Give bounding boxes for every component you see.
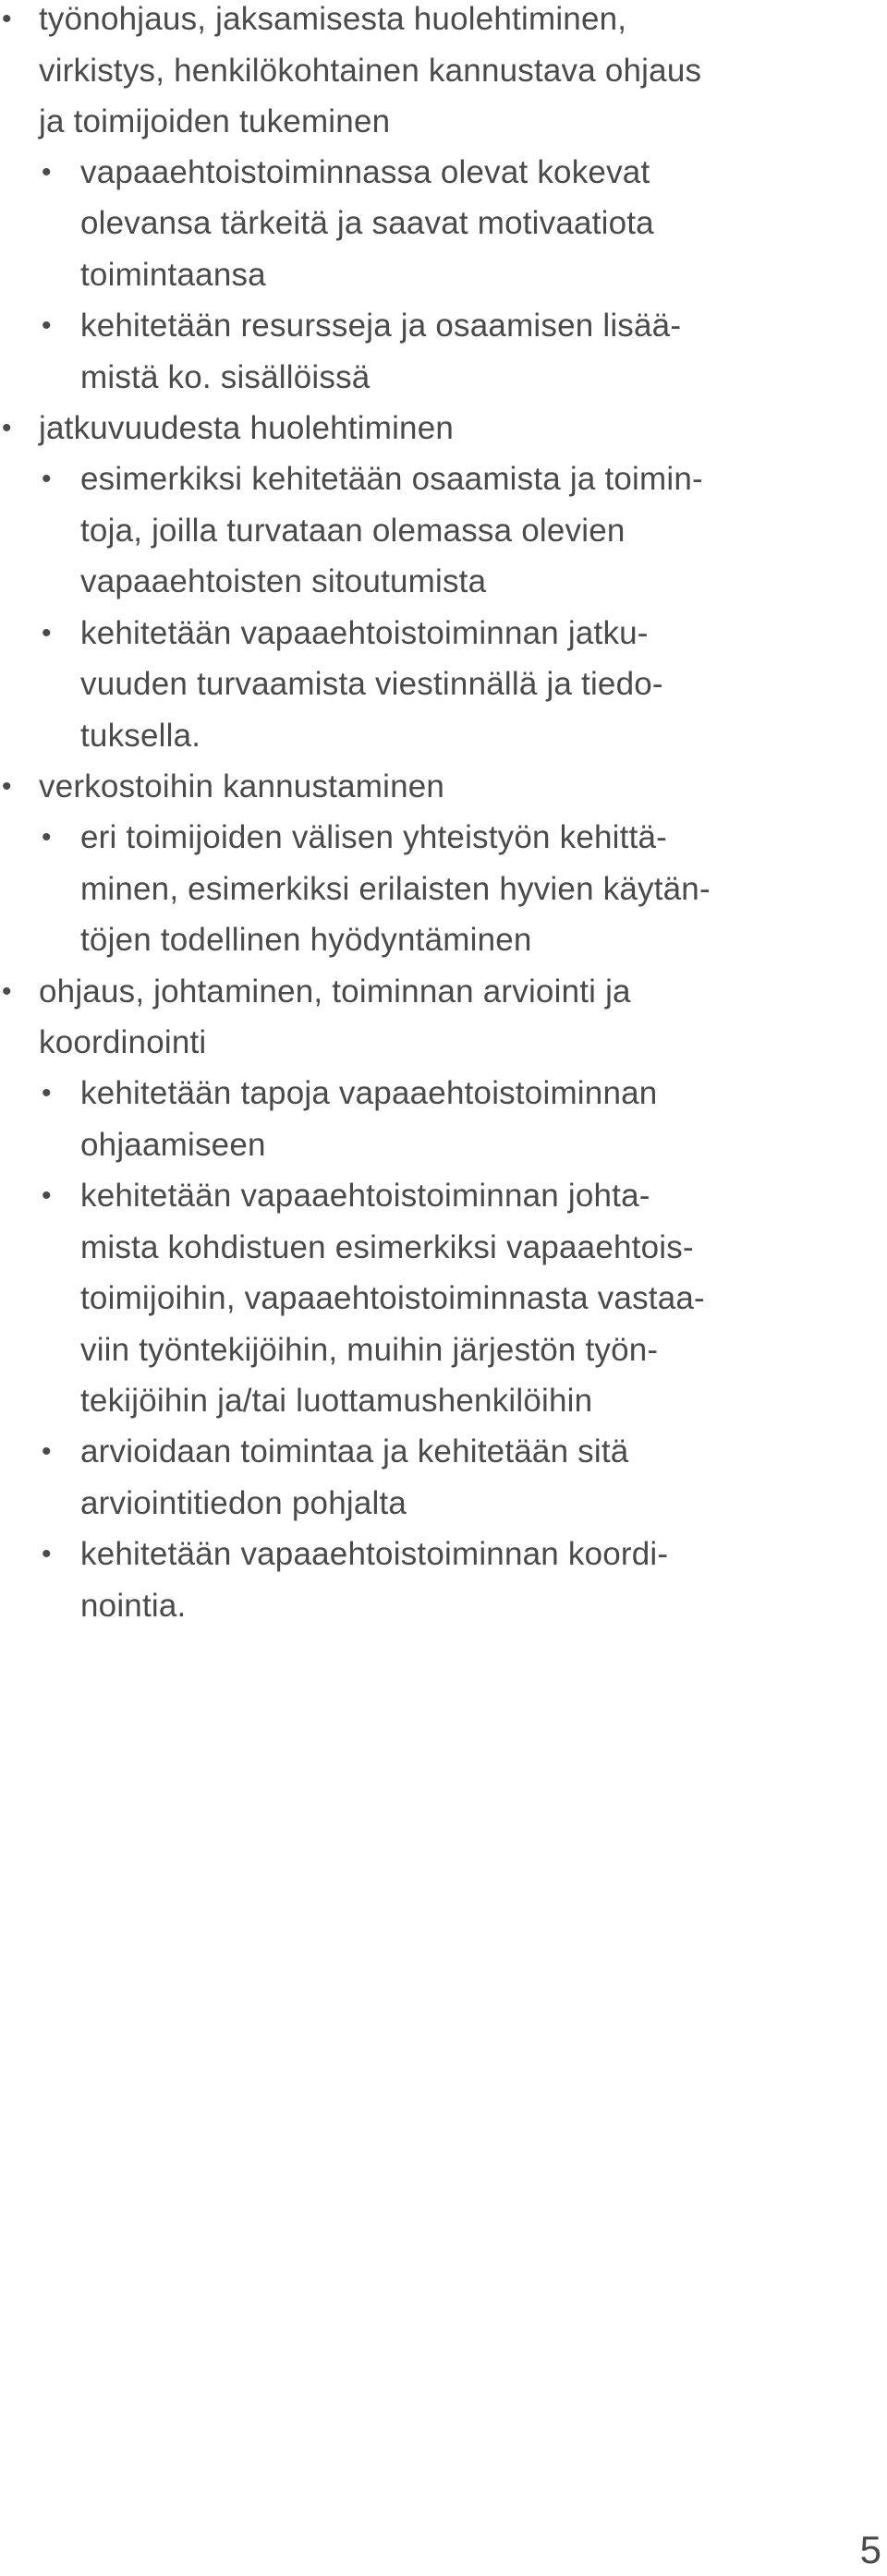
list-item-text: esimerkiksi kehitetään osaamista ja toimin- xyxy=(80,461,703,497)
list-item-text: työnohjaus, jaksamisesta huolehtiminen, xyxy=(39,1,627,37)
bullet-marker: • xyxy=(2,976,12,1007)
list-item-text: minen, esimerkiksi erilaisten hyvien käytän- xyxy=(80,871,711,907)
bullet-marker: • xyxy=(2,771,12,802)
list-item-text: tuksella. xyxy=(80,718,201,754)
list-item-text: nointia. xyxy=(80,1588,187,1624)
bullet-marker: • xyxy=(42,157,52,187)
list-item-text: ja toimijoiden tukeminen xyxy=(39,103,391,139)
list-item-text: arviointitiedon pohjalta xyxy=(80,1485,407,1521)
list-item-text: töjen todellinen hyödyntäminen xyxy=(80,922,532,958)
list-item-text: viin työntekijöihin, muihin järjestön työn- xyxy=(80,1332,659,1368)
bullet-marker: • xyxy=(42,1180,52,1211)
page-number: 5 xyxy=(859,2528,881,2571)
bullet-marker: • xyxy=(42,822,52,853)
list-item-text: mista kohdistuen esimerkiksi vapaaehtois- xyxy=(80,1229,694,1265)
bullet-marker: • xyxy=(42,1078,52,1108)
list-item-text: tekijöihin ja/tai luottamushenkilöihin xyxy=(80,1383,593,1419)
list-item-text: kehitetään vapaaehtoistoiminnan johta- xyxy=(80,1178,650,1214)
list-item-text: ohjaamiseen xyxy=(80,1127,266,1163)
list-item-text: kehitetään vapaaehtoistoiminnan jatku- xyxy=(80,615,649,651)
bullet-marker: • xyxy=(42,1436,52,1467)
list-item-text: vuuden turvaamista viestinnällä ja tiedo- xyxy=(80,666,663,702)
list-item-text: verkostoihin kannustaminen xyxy=(39,768,445,804)
list-item-text: vapaaehtoisten sitoutumista xyxy=(80,563,487,599)
bullet-marker: • xyxy=(42,464,52,494)
list-item-text: kehitetään vapaaehtoistoiminnan koordi- xyxy=(80,1536,669,1572)
list-item-text: virkistys, henkilökohtainen kannustava ohjaus xyxy=(39,53,702,89)
list-item-text: kehitetään resursseja ja osaamisen lisää- xyxy=(80,308,682,344)
list-item-text: eri toimijoiden välisen yhteistyön kehittä- xyxy=(80,819,668,855)
list-item-text: mistä ko. sisällöissä xyxy=(80,359,371,395)
list-item-text: toimijoihin, vapaaehtoistoiminnasta vastaa- xyxy=(80,1280,705,1316)
list-item-text: vapaaehtoistoiminnassa olevat kokevat xyxy=(80,154,650,190)
list-item-text: jatkuvuudesta huolehtiminen xyxy=(39,410,455,446)
list-item-text: toja, joilla turvataan olemassa olevien xyxy=(80,513,626,549)
list-item-text: toimintaansa xyxy=(80,257,266,293)
bullet-marker: • xyxy=(2,413,12,443)
bullet-marker: • xyxy=(42,310,52,341)
list-item-text: kehitetään tapoja vapaaehtoistoiminnan xyxy=(80,1075,658,1111)
bullet-marker: • xyxy=(42,1539,52,1569)
list-item-text: arvioidaan toimintaa ja kehitetään sitä xyxy=(80,1433,629,1469)
bullet-marker: • xyxy=(42,618,52,648)
list-item-text: olevansa tärkeitä ja saavat motivaatiota xyxy=(80,205,654,241)
list-item-text: koordinointi xyxy=(39,1024,207,1060)
bullet-marker: • xyxy=(2,4,12,34)
list-item-text: ohjaus, johtaminen, toiminnan arviointi ja xyxy=(39,974,631,1010)
